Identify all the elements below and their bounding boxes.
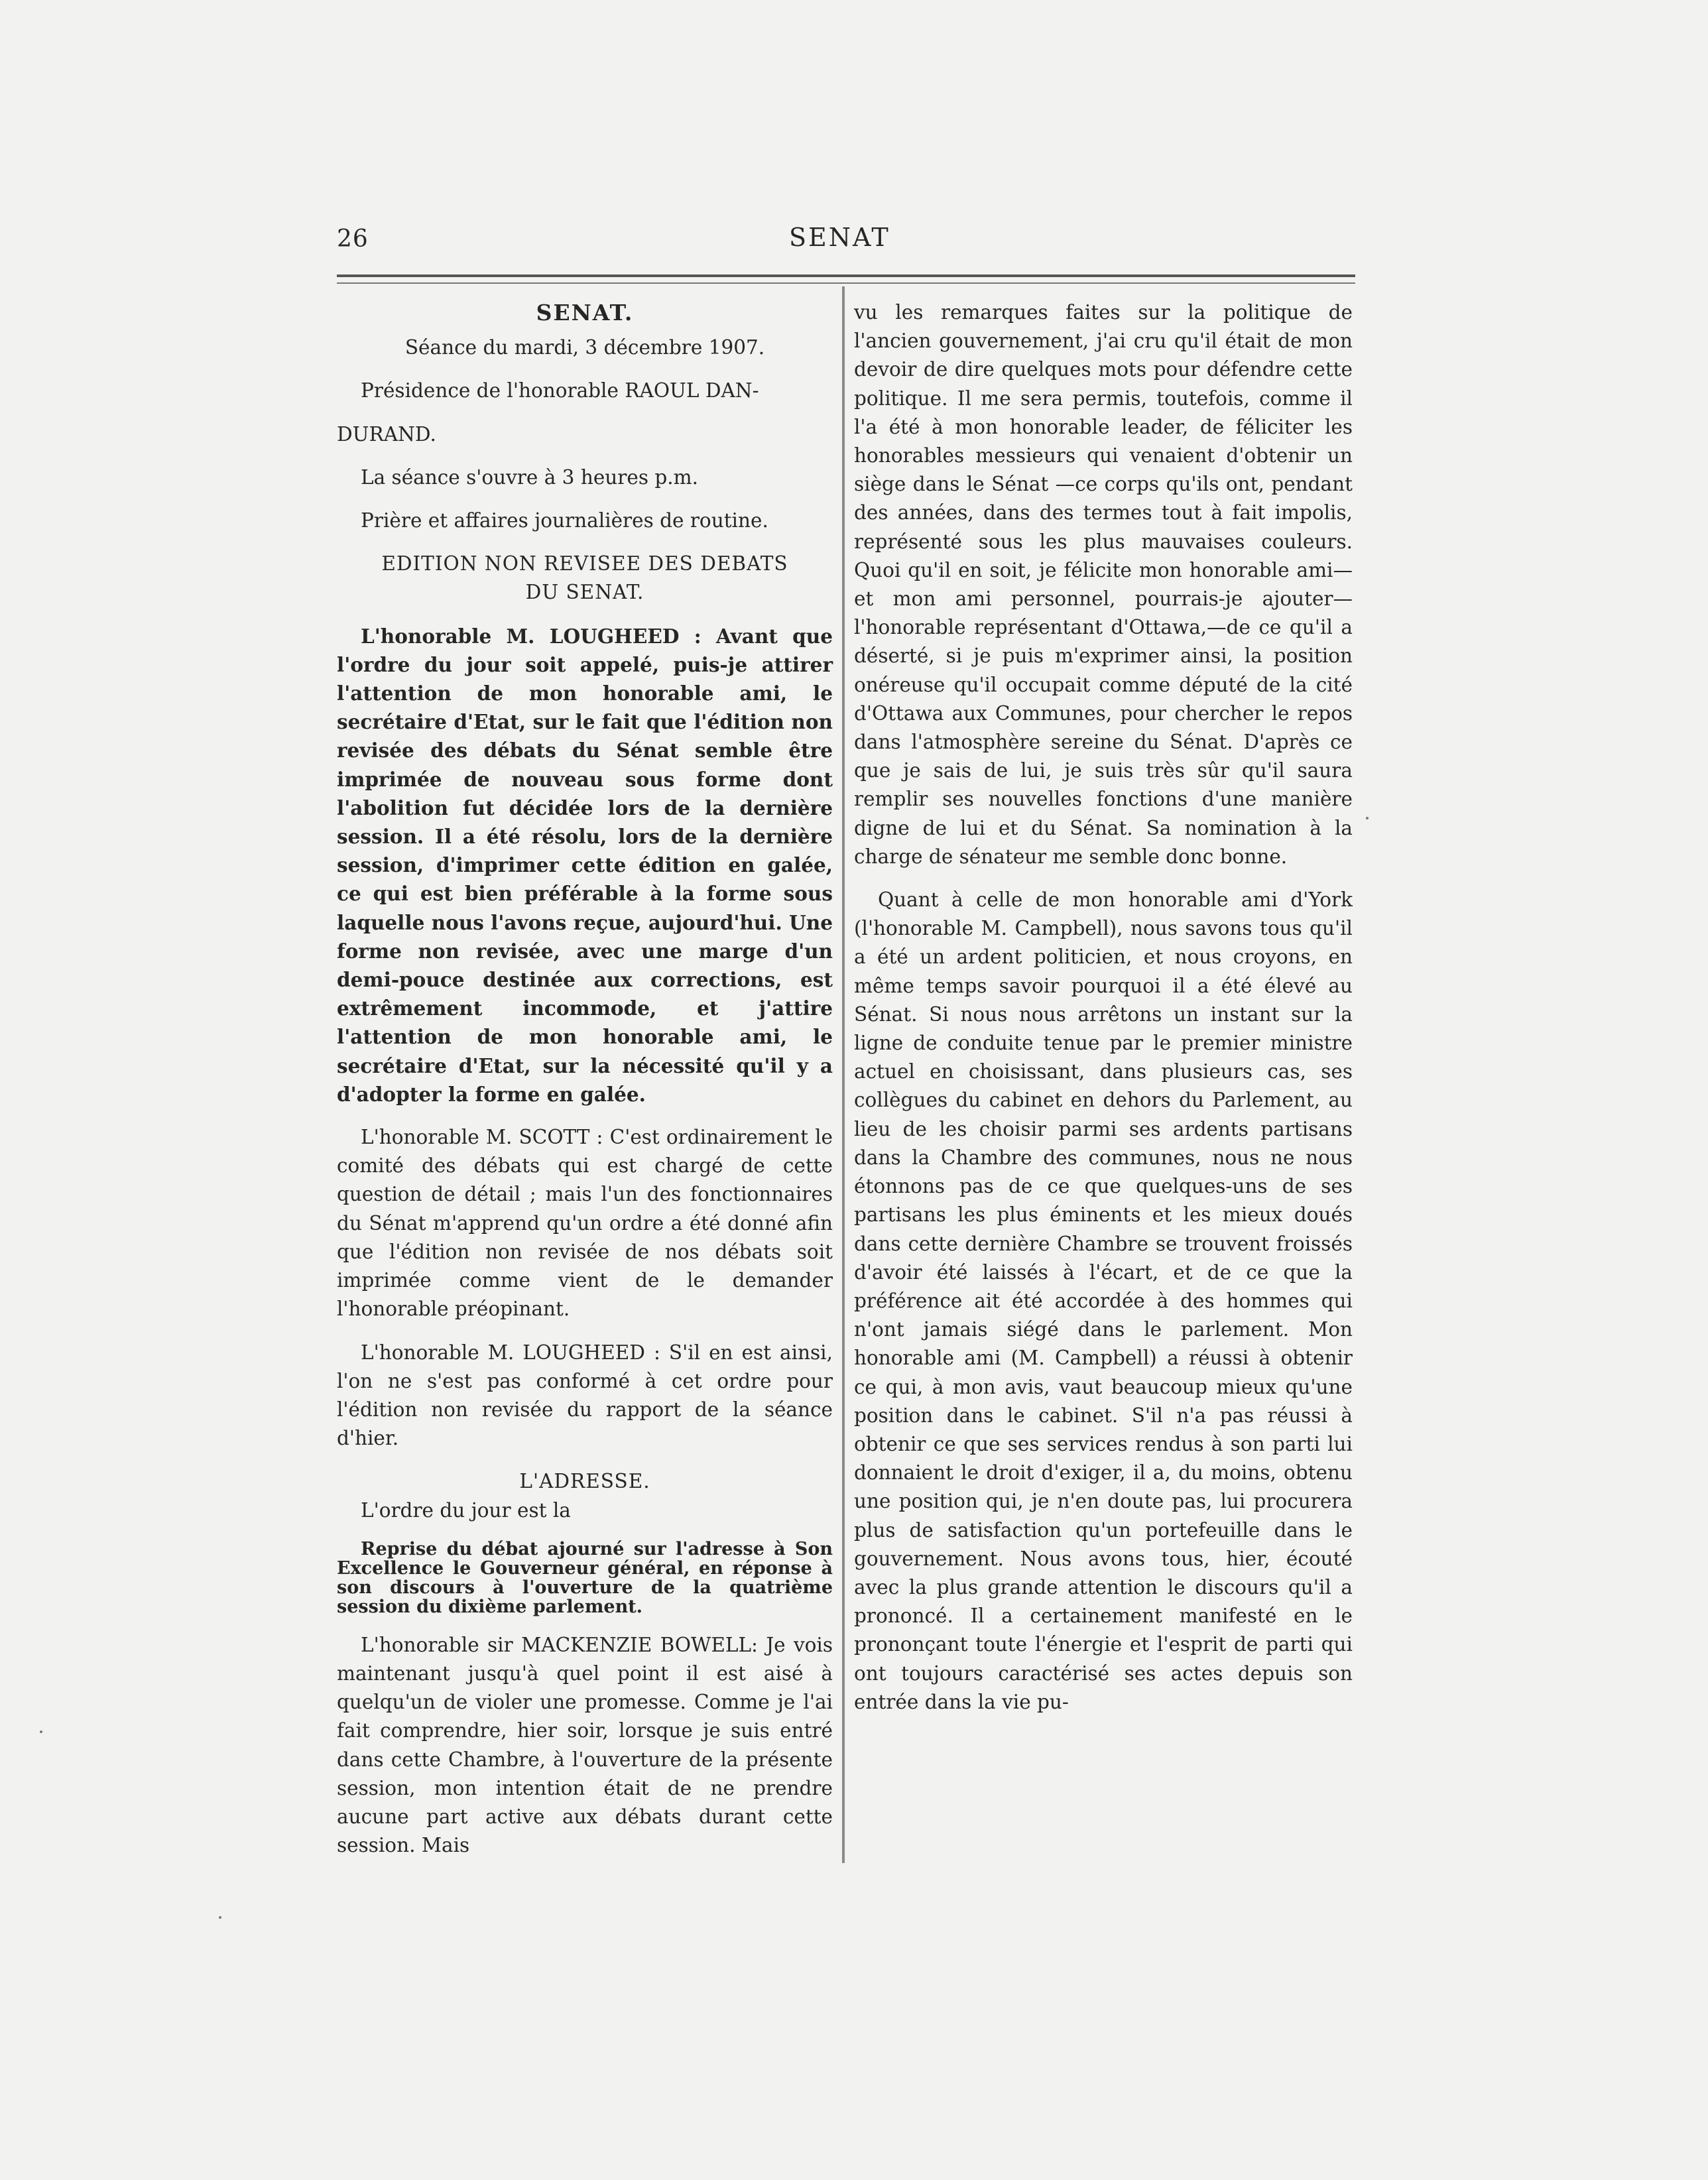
order-of-day: L'ordre du jour est la	[361, 1498, 571, 1522]
lougheed-paragraph-2: L'honorable M. LOUGHEED : S'il en est ainsi, l'on ne s'est pas conformé à cet ordre pour l'édition non revisée du rapport de la séance d'hier.	[337, 1341, 833, 1450]
presidency-line-2: DURAND.	[337, 422, 436, 446]
presidency-line-1: Présidence de l'honorable RAOUL DAN-	[361, 379, 759, 402]
prayers-line: Prière et affaires journalières de routine.	[361, 509, 768, 532]
header-rule	[337, 274, 1355, 277]
scan-speck	[1366, 817, 1369, 819]
scott-paragraph: L'honorable M. SCOTT : C'est ordinairement le comité des débats qui est chargé de cette question de détail ; mais l'un des fonctionnaires du Sénat m'apprend qu'un ordre a été donné afin que l'édition non revisée de nos débats soit imprimée comme vient de le demander l'honorable préopinant.	[337, 1126, 833, 1321]
lougheed-paragraph-1: L'honorable M. LOUGHEED : Avant que l'ordre du jour soit appelé, puis-je attirer l'attention de mon honorable ami, le secrétaire d'Etat, sur le fait que l'édition non revisée des débats du Sénat semble être imprimée de nouveau sous forme dont l'abolition fut décidée lors de la dernière session. Il a été résolu, lors de la dernière session, d'imprimer cette édition en galée, ce qui est bien préférable à la forme sous laquelle nous l'avons reçue, aujourd'hui. Une forme non revisée, avec une marge d'un demi-pouce destinée aux corrections, est extrêmement incommode, et j'attire l'attention de mon honorable ami, le secrétaire d'Etat, sur la nécessité qu'il y a d'adopter la forme en galée.	[337, 624, 833, 1106]
resumption-motion: Reprise du débat ajourné sur l'adresse à Son Excellence le Gouverneur général, en réponse à son discours à l'ouverture de la quatrième session du dixième parlement.	[337, 1538, 833, 1617]
address-heading: L'ADRESSE.	[519, 1470, 650, 1493]
session-date: Séance du mardi, 3 décembre 1907.	[404, 336, 765, 359]
column-divider	[842, 286, 845, 1863]
edition-heading-line-1: EDITION NON REVISEE DES DEBATS	[381, 552, 788, 575]
bowell-paragraph: L'honorable sir MACKENZIE BOWELL: Je vois maintenant jusqu'à quel point il est aisé à quelqu'un de violer une promesse. Comme je l'ai fait comprendre, hier soir, lorsque je suis entré dans cette Chambre, à l'ouverture de la présente session, mon intention était de ne prendre aucune part active aux débats durant cette session. Mais	[337, 1633, 833, 1857]
page-number: 26	[337, 225, 369, 253]
edition-heading-line-2: DU SENAT.	[525, 581, 644, 604]
left-column	[337, 298, 833, 1860]
section-title: SENAT.	[536, 300, 634, 326]
scan-speck	[40, 1730, 42, 1733]
continuation-paragraph: vu les remarques faites sur la politique de l'ancien gouvernement, j'ai cru qu'il était de mon devoir de dire quelques mots pour défendre cette politique. Il me sera permis, toutefois, comme il l'a été à mon honorable leader, de féliciter les honorables messieurs qui venaient d'obtenir un siège dans le Sénat —ce corps qu'ils ont, pendant des années, dans des termes tout à fait impolis, représenté sous les plus mauvaises couleurs. Quoi qu'il en soit, je félicite mon honorable ami—et mon ami personnel, pourrais-je ajouter—l'honorable représentant d'Ottawa,—de ce qu'il a déserté, si je puis m'exprimer ainsi, la position onéreuse qu'il occupait comme député de la cité d'Ottawa aux Communes, pour chercher le repos dans l'atmosphère sereine du Sénat. D'après ce que je sais de lui, je suis très sûr qu'il saura remplir ses nouvelles fonctions d'une manière digne de lui et du Sénat. Sa nomination à la charge de sénateur me semble donc bonne.	[854, 301, 1353, 868]
right-column	[854, 298, 1353, 1717]
scan-speck	[219, 1916, 221, 1919]
opening-line: La séance s'ouvre à 3 heures p.m.	[361, 465, 698, 489]
header-rule-thin	[337, 282, 1355, 284]
campbell-paragraph: Quant à celle de mon honorable ami d'York (l'honorable M. Campbell), nous savons tous qu'il a été un ardent politicien, et nous croyons, en même temps savoir pourquoi il a été élevé au Sénat. Si nous nous arrêtons un instant sur la ligne de conduite tenue par le premier ministre actuel en choisissant, dans plusieurs cas, ses collègues du cabinet en dehors du Parlement, au lieu de les choisir parmi ses ardents partisans dans la Chambre des communes, nous ne nous étonnons pas de ce que quelques-uns de ses partisans les plus éminents et les mieux doués dans cette dernière Chambre se trouvent froissés d'avoir été laissés à l'écart, et de ce que la préférence ait été accordée à des hommes qui n'ont jamais siégé dans le parlement. Mon honorable ami (M. Campbell) a réussi à obtenir ce qui, à mon avis, vaut beaucoup mieux qu'une position dans le cabinet. S'il n'a pas réussi à obtenir ce que ses services rendus à son parti lui donnaient le droit d'exiger, il a, du moins, obtenu une position qui, je n'en doute pas, lui procurera plus de satisfaction qu'un portefeuille dans le gouvernement. Nous avons tous, hier, écouté avec la plus grande attention le discours qu'il a prononcé. Il a certainement manifesté en le prononçant toute l'énergie et l'esprit de parti qui ont toujours caractérisé ses actes depuis son entrée dans la vie pu-	[854, 888, 1353, 1713]
running-title: SENAT	[789, 223, 890, 252]
